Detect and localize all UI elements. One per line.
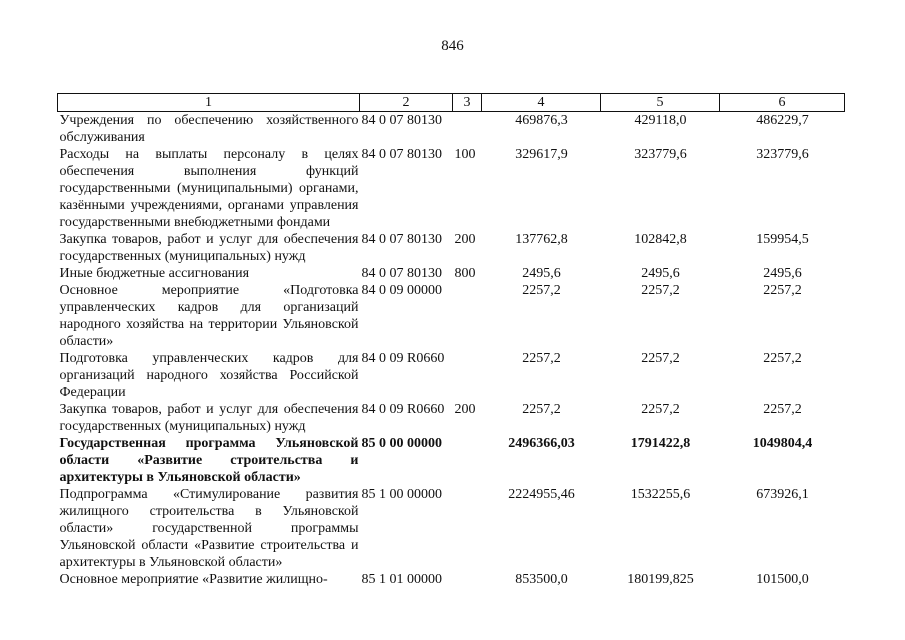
- row-name: Подготовка управленческих кадров для организаций народного хозяйства Российской Федерации: [59, 351, 359, 400]
- row-name: Основное мероприятие «Подготовка управленческих кадров для организаций народного хозяйства на территории Ульяновской области»: [59, 283, 359, 349]
- row-expense-type: [453, 486, 482, 571]
- row-value-col6: 2257,2: [763, 283, 802, 298]
- row-value-col6: 1049804,4: [752, 436, 813, 451]
- row-code: 84 0 09 00000: [361, 283, 442, 298]
- row-value-col6: 101500,0: [756, 572, 809, 587]
- row-code: 85 1 01 00000: [361, 572, 442, 587]
- row-value-col4: 2257,2: [522, 402, 561, 417]
- row-expense-type: 200: [454, 232, 476, 247]
- header-col-2: 2: [360, 94, 453, 112]
- table-row: [58, 486, 845, 571]
- row-value-col5: 1791422,8: [630, 436, 691, 451]
- row-expense-type: [453, 435, 482, 486]
- table-row: [58, 146, 845, 231]
- row-value-col5: 2257,2: [641, 402, 680, 417]
- table-row: [58, 112, 845, 147]
- row-name: Подпрограмма «Стимулирование развития жилищного строительства в Ульяновской области» государственной программы Ульяновской области «Развитие строительства и архитектуры в Ульяновской области»: [59, 487, 359, 570]
- row-value-col4: 2257,2: [522, 283, 561, 298]
- row-name: Закупка товаров, работ и услуг для обеспечения государственных (муниципальных) нужд: [59, 232, 359, 264]
- row-value-col6: 323779,6: [756, 147, 809, 162]
- row-value-col5: 2257,2: [641, 351, 680, 366]
- row-name: Закупка товаров, работ и услуг для обеспечения государственных (муниципальных) нужд: [59, 402, 359, 434]
- row-code: 84 0 07 80130: [361, 266, 442, 281]
- row-value-col5: 2257,2: [641, 283, 680, 298]
- row-value-col4: 2495,6: [522, 266, 561, 281]
- row-value-col6: 673926,1: [756, 487, 809, 502]
- row-name: Учреждения по обеспечению хозяйственного обслуживания: [59, 113, 359, 145]
- row-expense-type: [453, 571, 482, 588]
- row-code: 84 0 09 R0660: [361, 402, 445, 417]
- row-value-col4: 2224955,46: [508, 487, 575, 502]
- header-col-4: 4: [482, 94, 601, 112]
- row-value-col4: 137762,8: [515, 232, 568, 247]
- header-col-3: 3: [453, 94, 482, 112]
- table-row: [58, 571, 845, 588]
- row-value-col4: 2257,2: [522, 351, 561, 366]
- row-expense-type: 100: [454, 147, 476, 162]
- row-value-col6: 486229,7: [756, 113, 809, 128]
- table-row: [58, 435, 845, 486]
- table-row: [58, 282, 845, 350]
- row-value-col5: 323779,6: [634, 147, 687, 162]
- row-code: 84 0 07 80130: [361, 232, 442, 247]
- row-code: 84 0 07 80130: [361, 147, 442, 162]
- header-col-5: 5: [601, 94, 720, 112]
- row-name: Иные бюджетные ассигнования: [59, 266, 250, 281]
- row-code: 85 1 00 00000: [361, 487, 442, 502]
- row-value-col5: 429118,0: [634, 113, 687, 128]
- row-value-col6: 2257,2: [763, 351, 802, 366]
- row-value-col5: 1532255,6: [630, 487, 691, 502]
- row-name: Расходы на выплаты персоналу в целях обеспечения выполнения функций государственными (муниципальными) органами, казёнными учреждениями, органами управления государственными внебюджетными фондами: [59, 147, 359, 230]
- table-row: [58, 265, 845, 282]
- row-expense-type: [453, 282, 482, 350]
- table-row: [58, 401, 845, 435]
- row-expense-type: [453, 112, 482, 147]
- table-row: [58, 350, 845, 401]
- budget-table: [57, 93, 845, 588]
- row-code: 85 0 00 00000: [361, 436, 442, 451]
- row-value-col4: 329617,9: [515, 147, 568, 162]
- row-value-col5: 2495,6: [641, 266, 680, 281]
- row-expense-type: [453, 350, 482, 401]
- page-number: 846: [441, 38, 464, 54]
- table-row: [58, 231, 845, 265]
- row-value-col6: 2257,2: [763, 402, 802, 417]
- table-body: [58, 112, 845, 589]
- header-col-1: 1: [58, 94, 360, 112]
- row-code: 84 0 09 R0660: [361, 351, 445, 366]
- row-name: Государственная программа Ульяновской области «Развитие строительства и архитектуры в Ульяновской области»: [59, 436, 359, 485]
- row-value-col6: 2495,6: [763, 266, 802, 281]
- row-expense-type: 800: [454, 266, 476, 281]
- header-row: [58, 94, 845, 112]
- row-value-col4: 2496366,03: [508, 436, 575, 451]
- row-expense-type: 200: [454, 402, 476, 417]
- header-col-6: 6: [720, 94, 845, 112]
- row-name: Основное мероприятие «Развитие жилищно-: [59, 572, 328, 587]
- row-code: 84 0 07 80130: [361, 113, 442, 128]
- row-value-col4: 469876,3: [515, 113, 568, 128]
- row-value-col5: 102842,8: [634, 232, 687, 247]
- row-value-col5: 180199,825: [627, 572, 694, 587]
- row-value-col4: 853500,0: [515, 572, 568, 587]
- row-value-col6: 159954,5: [756, 232, 809, 247]
